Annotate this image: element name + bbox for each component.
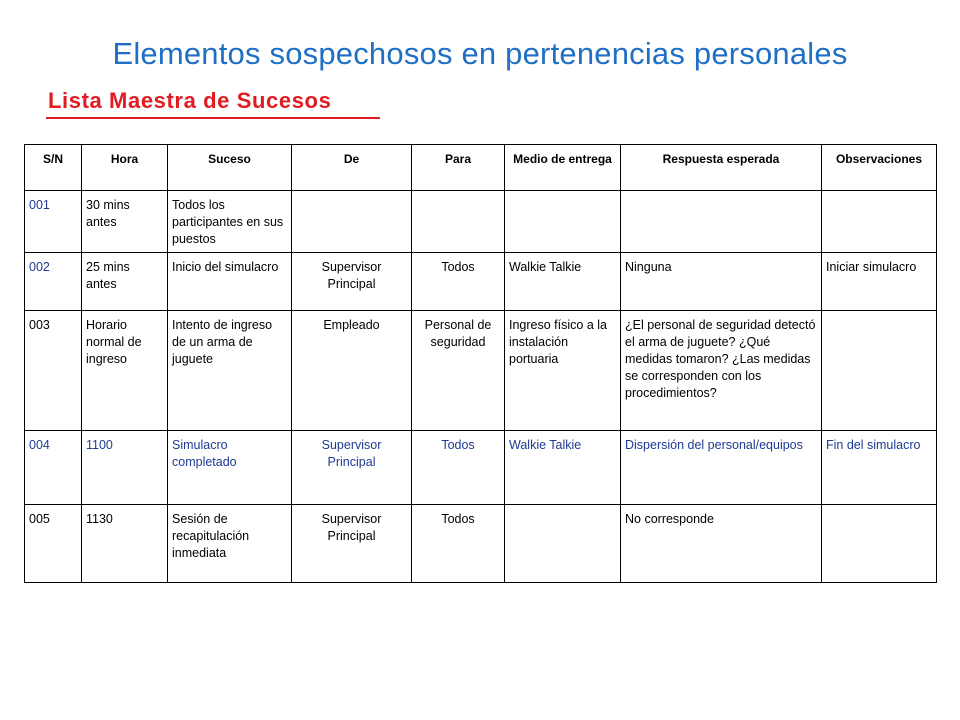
cell-suceso: Intento de ingreso de un arma de juguete [168, 311, 292, 431]
cell-respuesta: Ninguna [621, 253, 822, 311]
subtitle-underline [46, 117, 380, 119]
cell-para: Todos [412, 505, 505, 583]
cell-observaciones: Fin del simulacro [822, 431, 937, 505]
cell-observaciones [822, 191, 937, 253]
header-suceso: Suceso [168, 145, 292, 191]
cell-medio [505, 191, 621, 253]
cell-respuesta: No corresponde [621, 505, 822, 583]
cell-suceso: Todos los participantes en sus puestos [168, 191, 292, 253]
cell-suceso: Simulacro completado [168, 431, 292, 505]
cell-de: Supervisor Principal [292, 505, 412, 583]
cell-sn: 001 [25, 191, 82, 253]
cell-de: Supervisor Principal [292, 253, 412, 311]
table-row [25, 505, 937, 583]
table-row [25, 431, 937, 505]
cell-suceso: Inicio del simulacro [168, 253, 292, 311]
cell-hora: 1130 [82, 505, 168, 583]
cell-de: Supervisor Principal [292, 431, 412, 505]
section-subtitle: Lista Maestra de Sucesos [48, 88, 332, 113]
cell-hora: 25 mins antes [82, 253, 168, 311]
cell-hora: 30 mins antes [82, 191, 168, 253]
cell-hora: 1100 [82, 431, 168, 505]
table-header-row [25, 145, 937, 191]
cell-medio [505, 505, 621, 583]
cell-para: Todos [412, 431, 505, 505]
table-row [25, 311, 937, 431]
cell-para: Todos [412, 253, 505, 311]
cell-medio: Walkie Talkie [505, 253, 621, 311]
header-hora: Hora [82, 145, 168, 191]
cell-sn: 002 [25, 253, 82, 311]
cell-observaciones [822, 311, 937, 431]
cell-para: Personal de seguridad [412, 311, 505, 431]
cell-respuesta [621, 191, 822, 253]
cell-suceso: Sesión de recapitulación inmediata [168, 505, 292, 583]
header-respuesta: Respuesta esperada [621, 145, 822, 191]
cell-para [412, 191, 505, 253]
cell-medio: Walkie Talkie [505, 431, 621, 505]
cell-sn: 005 [25, 505, 82, 583]
table-row [25, 253, 937, 311]
cell-respuesta: Dispersión del personal/equipos [621, 431, 822, 505]
header-observaciones: Observaciones [822, 145, 937, 191]
cell-observaciones: Iniciar simulacro [822, 253, 937, 311]
header-para: Para [412, 145, 505, 191]
cell-de [292, 191, 412, 253]
cell-hora: Horario normal de ingreso [82, 311, 168, 431]
header-sn: S/N [25, 145, 82, 191]
header-de: De [292, 145, 412, 191]
cell-respuesta: ¿El personal de seguridad detectó el arma de juguete? ¿Qué medidas tomaron? ¿Las medidas se corresponden con los procedimientos? [621, 311, 822, 431]
cell-de: Empleado [292, 311, 412, 431]
header-medio: Medio de entrega [505, 145, 621, 191]
cell-sn: 004 [25, 431, 82, 505]
master-events-table [24, 144, 937, 583]
cell-observaciones [822, 505, 937, 583]
page-title: Elementos sospechosos en pertenencias personales [112, 36, 848, 71]
cell-medio: Ingreso físico a la instalación portuaria [505, 311, 621, 431]
cell-sn: 003 [25, 311, 82, 431]
table-row [25, 191, 937, 253]
